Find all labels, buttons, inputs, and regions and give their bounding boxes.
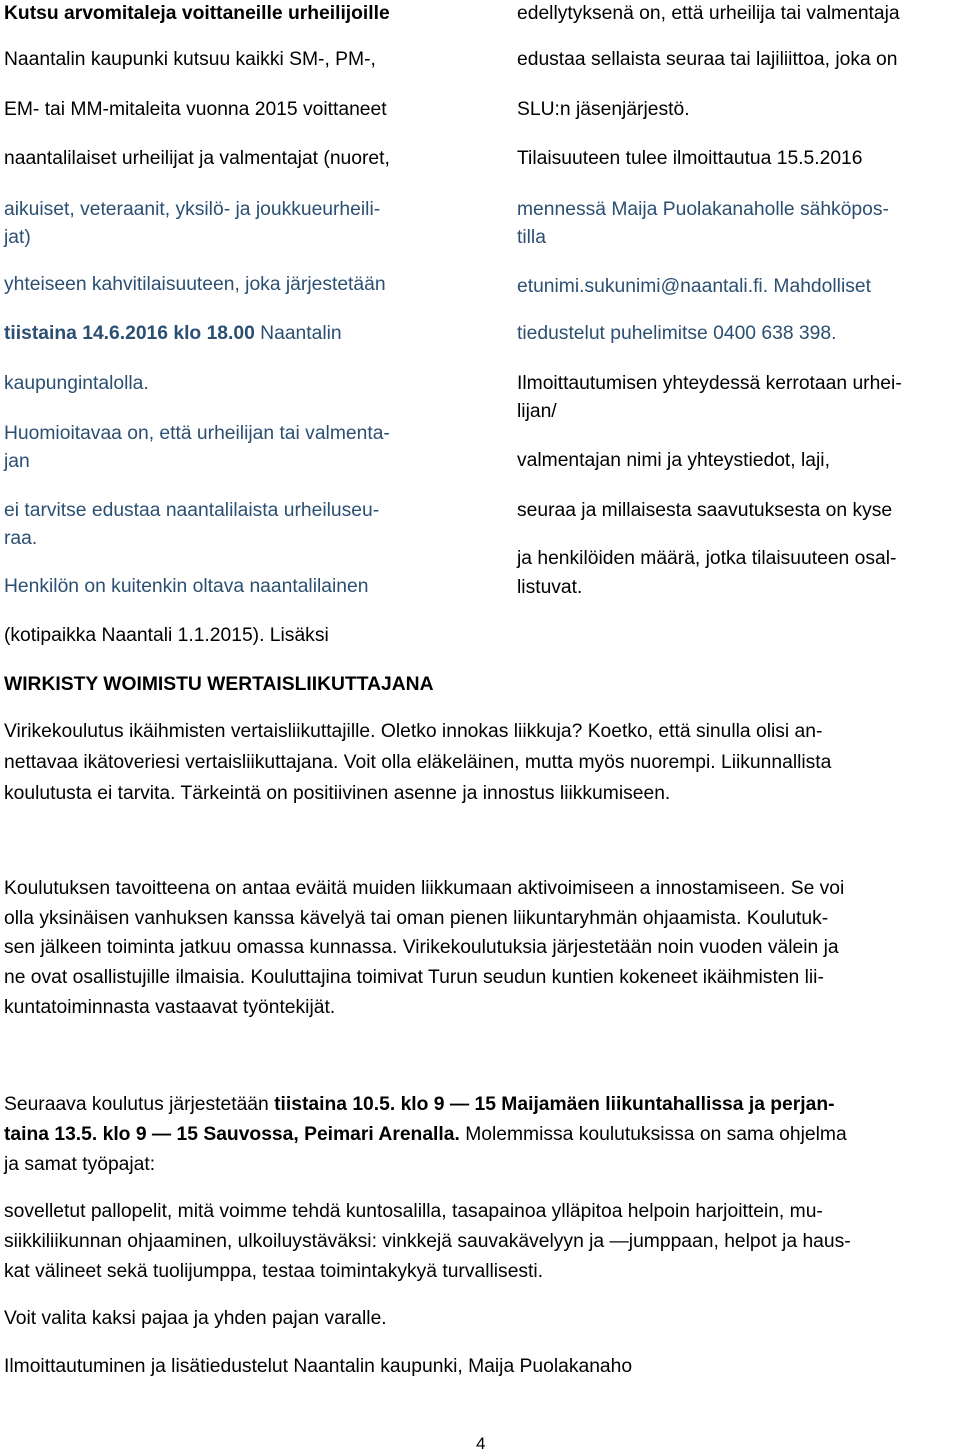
right-text-line: Tilaisuuteen tulee ilmoittautua 15.5.2016	[517, 148, 863, 169]
right-text-line: lijan/	[517, 401, 557, 422]
page-number: 4	[476, 1434, 486, 1453]
paragraph-line: ne ovat osallistujille ilmaisia. Kouluttajina toimivat Turun seudun kuntien kokeneet ikäihmisten lii-	[4, 967, 824, 988]
left-text-line: jan	[4, 451, 30, 472]
training-intro: Seuraava koulutus järjestetään	[4, 1094, 275, 1115]
left-text-line: Henkilön on kuitenkin oltava naantalilainen	[4, 576, 369, 597]
training-note: Molemmissa koulutuksissa on sama ohjelma	[459, 1124, 847, 1145]
workshop-list-line: kat välineet sekä tuolijumppa, testaa toimintakykyä turvallisesti.	[4, 1261, 544, 1282]
paragraph-line: Koulutuksen tavoitteena on antaa eväitä muiden liikkumaan aktivoimiseen a innostamiseen. Se voi	[4, 878, 845, 899]
left-text-line: jat)	[4, 227, 31, 248]
left-text-line: raa.	[4, 528, 38, 549]
right-text-line: Ilmoittautumisen yhteydessä kerrotaan urhei-	[517, 373, 902, 394]
left-text-line: naantalilaiset urheilijat ja valmentajat (nuoret,	[4, 148, 390, 169]
event-place: Naantalin	[254, 323, 342, 344]
right-text-line: tilla	[517, 227, 546, 248]
contact-email-line	[517, 275, 871, 299]
event-date: tiistaina 14.6.2016 klo 18.00	[4, 323, 255, 344]
right-text-line: edellytyksenä on, että urheilija tai valmentaja	[517, 3, 900, 24]
paragraph-line: Virikekoulutus ikäihmisten vertaisliikuttajille. Oletko innokas liikkuja? Koetko, että sinulla olisi an-	[4, 721, 823, 742]
left-text-line: (kotipaikka Naantali 1.1.2015). Lisäksi	[4, 625, 329, 646]
paragraph-line: koulutusta ei tarvita. Tärkeintä on positiivinen asenne ja innostus liikkumiseen.	[4, 783, 671, 804]
left-text-line: yhteiseen kahvitilaisuuteen, joka järjestetään	[4, 274, 386, 295]
paragraph-line: nettavaa ikätoveriesi vertaisliikuttajana. Voit olla eläkeläinen, mutta myös nuorempi. Liikunnallista	[4, 752, 832, 773]
right-text-line: ja henkilöiden määrä, jotka tilaisuuteen osal-	[517, 548, 897, 569]
right-text-line: SLU:n jäsenjärjestö.	[517, 99, 690, 120]
paragraph-line: Voit valita kaksi pajaa ja yhden pajan varalle.	[4, 1308, 387, 1329]
contact-email-link[interactable]: etunimi.sukunimi@naantali.fi.	[517, 276, 769, 297]
contact-phone-line: tiedustelut puhelimitse 0400 638 398.	[517, 323, 837, 344]
training-date-line	[4, 1123, 847, 1147]
paragraph-line: kuntatoiminnasta vastaavat työntekijät.	[4, 997, 336, 1018]
paragraph-line: ja samat työpajat:	[4, 1154, 156, 1175]
left-text-line: Huomioitavaa on, että urheilijan tai valmenta-	[4, 423, 390, 444]
right-text-line: seuraa ja millaisesta saavutuksesta on kyse	[517, 500, 893, 521]
invitation-title: Kutsu arvomitaleja voittaneille urheilijoille	[4, 3, 390, 24]
training-dates: tiistaina 10.5. klo 9 — 15 Maijamäen liikuntahallissa ja perjan-	[274, 1094, 835, 1115]
section-heading: WIRKISTY WOIMISTU WERTAISLIIKUTTAJANA	[4, 674, 434, 695]
left-text-line: ei tarvitse edustaa naantalilaista urheiluseu-	[4, 500, 380, 521]
right-text-line: valmentajan nimi ja yhteystiedot, laji,	[517, 450, 830, 471]
workshop-list-line: siikkiliikunnan ohjaaminen, ulkoiluystäväksi: vinkkejä sauvakävelyyn ja —jumppaan, helpot ja haus-	[4, 1231, 851, 1252]
right-text-line: listuvat.	[517, 577, 583, 598]
right-text-line: edustaa sellaista seuraa tai lajiliittoa, joka on	[517, 49, 898, 70]
left-text-line: aikuiset, veteraanit, yksilö- ja joukkueurheili-	[4, 199, 381, 220]
left-text-line: kaupungintalolla.	[4, 373, 149, 394]
paragraph-line: sen jälkeen toiminta jatkuu omassa kunnassa. Virikekoulutuksia järjestetään noin vuoden välein ja	[4, 937, 839, 958]
paragraph-line: olla yksinäisen vanhuksen kanssa kävelyä tai oman pienen liikuntaryhmän ohjaamista. Koulutuk-	[4, 908, 829, 929]
left-text-line: Naantalin kaupunki kutsuu kaikki SM-, PM-,	[4, 49, 376, 70]
workshop-list-line: sovelletut pallopelit, mitä voimme tehdä kuntosalilla, tasapainoa ylläpitoa helpoin harjoittein, mu-	[4, 1201, 823, 1222]
contact-text: Mahdolliset	[768, 276, 871, 297]
event-date-line	[4, 322, 342, 346]
training-dates: taina 13.5. klo 9 — 15 Sauvossa, Peimari Arenalla.	[4, 1124, 460, 1145]
training-date-line	[4, 1093, 835, 1117]
left-text-line: EM- tai MM-mitaleita vuonna 2015 voittaneet	[4, 99, 387, 120]
paragraph-line: Ilmoittautuminen ja lisätiedustelut Naantalin kaupunki, Maija Puolakanaho	[4, 1356, 633, 1377]
right-text-line: mennessä Maija Puolakanaholle sähköpos-	[517, 199, 889, 220]
